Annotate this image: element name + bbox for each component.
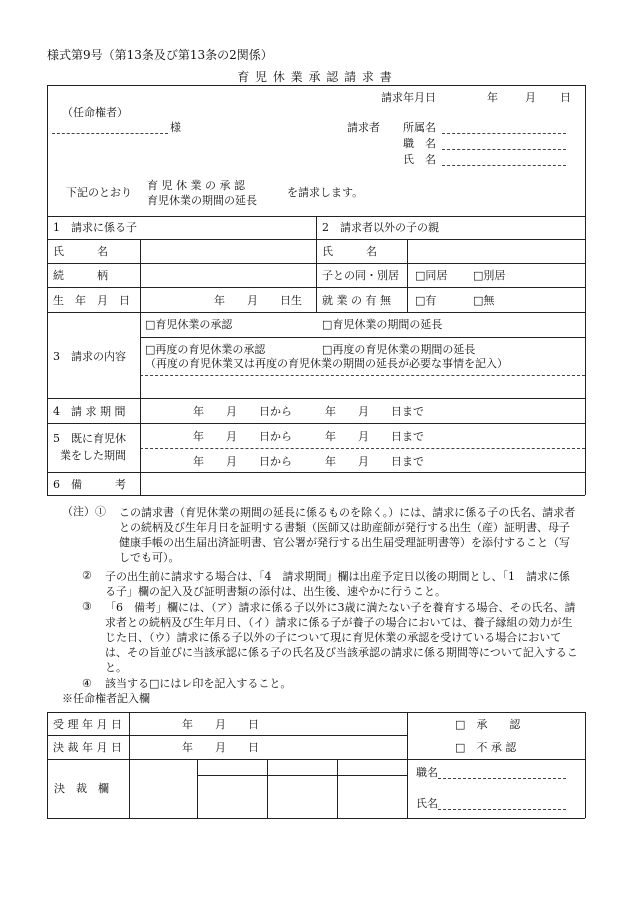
previous-period-2[interactable]: 年 月 日から 年 月 日まで bbox=[193, 455, 424, 468]
appointer-post-label: 職名 bbox=[416, 766, 438, 779]
approval-field-label: 決 裁 欄 bbox=[54, 782, 109, 795]
approval-stamp-cell-2[interactable] bbox=[198, 776, 266, 817]
section5-label-2: 業をした期間 bbox=[60, 449, 126, 462]
cohab-label: 子との同・別居 bbox=[322, 269, 399, 282]
remarks-field[interactable] bbox=[141, 473, 584, 494]
employ-yes-checkbox[interactable]: □有 bbox=[415, 294, 437, 307]
opt-extension-checkbox[interactable]: □育児休業の期間の延長 bbox=[322, 318, 443, 331]
note-4: 該当する□にはレ印を記入すること。 bbox=[105, 677, 292, 690]
form-number: 様式第9号（第13条及び第13条の2関係） bbox=[47, 48, 273, 62]
birth-label: 生 年 月 日 bbox=[53, 294, 130, 307]
request-date-label: 請求年月日 bbox=[381, 91, 436, 104]
section6-label: 6 備 考 bbox=[53, 478, 126, 491]
sama-label: 様 bbox=[170, 121, 181, 134]
disapprove-checkbox[interactable]: □ 不 承 認 bbox=[455, 741, 517, 754]
section2-heading: 2 請求者以外の子の親 bbox=[322, 221, 439, 234]
child-name-label: 氏 名 bbox=[53, 245, 108, 258]
option-extension: 育児休業の期間の延長 bbox=[147, 194, 257, 207]
approval-stamp-cell-1[interactable] bbox=[130, 760, 196, 817]
opt-re-approval-checkbox[interactable]: □再度の育児休業の承認 bbox=[145, 343, 266, 356]
section4-label: 4 請 求 期 間 bbox=[53, 405, 126, 418]
page-title: 育 児 休 業 承 認 請 求 書 bbox=[237, 70, 393, 84]
opt-approval-checkbox[interactable]: □育児休業の承認 bbox=[145, 318, 233, 331]
employ-label: 就 業 の 有 無 bbox=[322, 294, 391, 307]
approve-checkbox[interactable]: □ 承 認 bbox=[455, 718, 521, 731]
appointer-label: （任命権者） bbox=[62, 106, 128, 119]
notes-prefix: （注）① bbox=[62, 505, 106, 518]
appointer-section-heading: ※任命権者記入欄 bbox=[62, 692, 150, 705]
cohab-same-checkbox[interactable]: □同居 bbox=[415, 269, 448, 282]
dept-field[interactable] bbox=[442, 133, 566, 134]
previous-period-1[interactable]: 年 月 日から 年 月 日まで bbox=[193, 430, 424, 443]
opt-re-extension-checkbox[interactable]: □再度の育児休業の期間の延長 bbox=[322, 343, 476, 356]
intro-text: 下記のとおり bbox=[66, 186, 132, 199]
name-label: 氏 名 bbox=[403, 153, 436, 166]
option-approval: 育 児 休 業 の 承 認 bbox=[147, 179, 245, 192]
birth-value[interactable]: 年 月 日生 bbox=[214, 294, 302, 307]
section3-reason-field[interactable] bbox=[141, 377, 584, 397]
note-1: この請求書（育児休業の期間の延長に係るものを除く。）には、請求に係る子の氏名、請求者との続柄及び生年月日を証明する書類（医師又は助産師が発行する出生（産）証明書、母子健康手帳の出生届出済証明書、官公署が発行する出生届受理証明書等）を添付すること（写しでも可）。 bbox=[119, 506, 576, 564]
receipt-date-value[interactable]: 年 月 日 bbox=[182, 718, 259, 731]
request-period[interactable]: 年 月 日から 年 月 日まで bbox=[193, 405, 424, 418]
decision-date-value[interactable]: 年 月 日 bbox=[182, 741, 259, 754]
employ-no-checkbox[interactable]: □無 bbox=[473, 294, 495, 307]
parent-name-field[interactable] bbox=[408, 240, 584, 262]
request-year-label: 年 bbox=[487, 91, 498, 104]
name-field[interactable] bbox=[442, 165, 566, 166]
note-2-mark: ② bbox=[82, 569, 92, 582]
request-month-label: 月 bbox=[525, 91, 536, 104]
note-4-mark: ④ bbox=[82, 677, 92, 690]
post-label: 職 名 bbox=[403, 137, 436, 150]
appointer-name-field-bottom[interactable] bbox=[438, 809, 566, 810]
relation-field[interactable] bbox=[141, 264, 315, 286]
cohab-separate-checkbox[interactable]: □別居 bbox=[473, 269, 506, 282]
child-name-field[interactable] bbox=[141, 240, 315, 262]
requester-label: 請求者 bbox=[347, 121, 380, 134]
decision-date-label: 決 裁 年 月 日 bbox=[53, 741, 122, 754]
appointer-name-label: 氏名 bbox=[416, 797, 438, 810]
approval-stamp-cell-4[interactable] bbox=[338, 776, 406, 817]
approval-stamp-cell-3[interactable] bbox=[268, 776, 336, 817]
note-2: 子の出生前に請求する場合は、「4 請求期間」欄は出産予定日以後の期間とし、「1 請求に係る子」欄の記入及び証明書類の添付は、出生後、速やかに行うこと。 bbox=[105, 570, 570, 598]
section5-label-1: 5 既に育児休 bbox=[53, 432, 126, 445]
section3-label: 3 請求の内容 bbox=[53, 350, 126, 363]
section1-heading: 1 請求に係る子 bbox=[53, 221, 137, 234]
post-field[interactable] bbox=[442, 149, 566, 150]
request-suffix: を請求します。 bbox=[287, 186, 364, 199]
note-3: 「6 備考」欄には、（ア）請求に係る子以外に3歳に満たない子を養育する場合、その氏名、請求者との続柄及び生年月日、（イ）請求に係る子が養子の場合においては、養子縁組の効力が生じた日、（ウ）請求に係る子以外の子について現に育児休業の承認を受けている場合においては、その旨並びに当該承認に係る子の氏名及び当該承認の請求に係る期間等について記入すること。 bbox=[105, 601, 578, 674]
parent-name-label: 氏 名 bbox=[322, 245, 377, 258]
dept-label: 所属名 bbox=[403, 121, 436, 134]
appointer-name-field[interactable] bbox=[52, 133, 168, 134]
appointer-post-field[interactable] bbox=[438, 778, 566, 779]
note-3-mark: ③ bbox=[82, 600, 92, 613]
request-day-label: 日 bbox=[560, 91, 571, 104]
relation-label: 続 柄 bbox=[53, 269, 108, 282]
section3-note: （再度の育児休業又は再度の育児休業の期間の延長が必要な事情を記入） bbox=[145, 357, 508, 370]
receipt-date-label: 受 理 年 月 日 bbox=[53, 718, 122, 731]
